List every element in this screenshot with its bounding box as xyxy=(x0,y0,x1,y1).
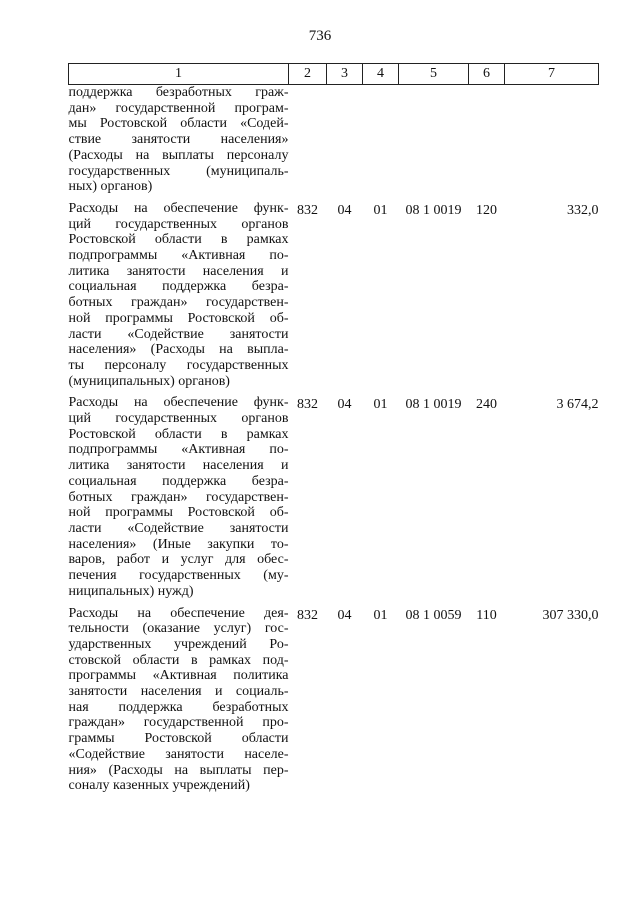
description-line: ций государственных органов xyxy=(68,411,289,427)
cell-expense-type-code: 240 xyxy=(476,397,497,413)
cell-amount: 307 330,0 xyxy=(542,607,599,623)
description-line: поддержка безработных граж- xyxy=(68,85,289,100)
description-line: Ростовской области в рамках xyxy=(68,426,289,442)
cell-amount xyxy=(505,85,599,201)
description-line: ботных граждан» государствен- xyxy=(68,489,289,505)
table-row xyxy=(69,201,599,395)
description-line: граммы Ростовской области xyxy=(68,731,289,747)
description-line: ных) органов) xyxy=(68,179,153,195)
table-row xyxy=(69,85,599,201)
cell-subsection-code: 01 xyxy=(373,202,388,218)
cell-amount: 332,0 xyxy=(567,202,599,218)
cell-expense-type-code: 110 xyxy=(476,607,497,623)
row-description xyxy=(69,606,289,800)
description-line: (Расходы на выплаты персоналу xyxy=(68,147,289,163)
cell-section-code xyxy=(327,85,363,201)
description-line: населения» (Расходы на выпла- xyxy=(68,342,289,358)
cell-ved-code: 832 xyxy=(297,607,318,623)
cell-ved-code: 832 xyxy=(297,202,318,218)
table-body xyxy=(69,85,599,800)
budget-table xyxy=(68,63,599,800)
description-line: ций государственных органов xyxy=(68,216,289,232)
cell-amount: 3 674,2 xyxy=(556,397,599,413)
description-line: социальная поддержка безра- xyxy=(68,473,289,489)
description-line: ниципальных) нужд) xyxy=(68,583,194,599)
description-line: ной программы Ростовской об- xyxy=(68,505,289,521)
description-line: государственных (муниципаль- xyxy=(68,163,289,179)
description-line: ты персоналу государственных xyxy=(68,357,289,373)
description-line: ботных граждан» государствен- xyxy=(68,295,289,311)
description-line: «Содействие занятости населе- xyxy=(68,746,289,762)
description-line: граждан» государственной про- xyxy=(68,715,289,731)
description-line: занятости населения и социаль- xyxy=(68,684,289,700)
cell-target-article-code: 08 1 0059 xyxy=(405,607,462,623)
description-line: литика занятости населения и xyxy=(68,263,289,279)
description-line: социальная поддержка безра- xyxy=(68,279,289,295)
column-header-7: 7 xyxy=(505,64,599,85)
cell-section-code: 04 xyxy=(337,202,352,218)
description-line: ной программы Ростовской об- xyxy=(68,310,289,326)
cell-section-code: 04 xyxy=(337,607,352,623)
table-header xyxy=(69,64,599,85)
description-line: подпрограммы «Активная по- xyxy=(68,248,289,264)
cell-subsection-code xyxy=(363,85,399,201)
description-line: Расходы на обеспечение функ- xyxy=(68,395,289,411)
description-line: населения» (Иные закупки то- xyxy=(68,536,289,552)
row-description xyxy=(69,85,289,201)
row-description xyxy=(69,201,289,395)
cell-target-article-code: 08 1 0019 xyxy=(405,202,462,218)
description-line: ствие занятости населения» xyxy=(68,132,289,148)
description-line: тельности (оказание услуг) гос- xyxy=(68,621,289,637)
column-header-5: 5 xyxy=(399,64,469,85)
row-description xyxy=(69,395,289,605)
description-line: литика занятости населения и xyxy=(68,458,289,474)
cell-ved-code xyxy=(289,85,327,201)
column-header-6: 6 xyxy=(469,64,505,85)
column-header-2: 2 xyxy=(289,64,327,85)
description-line: подпрограммы «Активная по- xyxy=(68,442,289,458)
cell-target-article-code: 08 1 0019 xyxy=(405,397,462,413)
cell-expense-type-code xyxy=(469,85,505,201)
description-line: ная поддержка безработных xyxy=(68,699,289,715)
description-line: стовской области в рамках под- xyxy=(68,652,289,668)
table-row xyxy=(69,395,599,605)
column-header-1: 1 xyxy=(69,64,289,85)
cell-target-article-code xyxy=(399,85,469,201)
description-line: ласти «Содействие занятости xyxy=(68,326,289,342)
description-line: печения государственных (му- xyxy=(68,568,289,584)
cell-ved-code: 832 xyxy=(297,397,318,413)
description-line: Расходы на обеспечение дея- xyxy=(68,605,289,621)
description-line: программы «Активная политика xyxy=(68,668,289,684)
description-line: (муниципальных) органов) xyxy=(68,373,230,389)
table-row xyxy=(69,606,599,800)
column-header-4: 4 xyxy=(363,64,399,85)
cell-section-code: 04 xyxy=(337,397,352,413)
column-header-3: 3 xyxy=(327,64,363,85)
description-line: ударственных учреждений Ро- xyxy=(68,636,289,652)
description-line: соналу казенных учреждений) xyxy=(68,778,250,794)
cell-subsection-code: 01 xyxy=(373,607,388,623)
page-number: 736 xyxy=(308,28,332,44)
cell-subsection-code: 01 xyxy=(373,397,388,413)
description-line: ния» (Расходы на выплаты пер- xyxy=(68,762,289,778)
description-line: мы Ростовской области «Содей- xyxy=(68,116,289,132)
cell-expense-type-code: 120 xyxy=(476,202,497,218)
description-line: дан» государственной програм- xyxy=(68,100,289,116)
description-line: Ростовской области в рамках xyxy=(68,232,289,248)
description-line: Расходы на обеспечение функ- xyxy=(68,200,289,216)
header-row xyxy=(69,64,599,85)
description-line: варов, работ и услуг для обес- xyxy=(68,552,289,568)
description-line: ласти «Содействие занятости xyxy=(68,520,289,536)
